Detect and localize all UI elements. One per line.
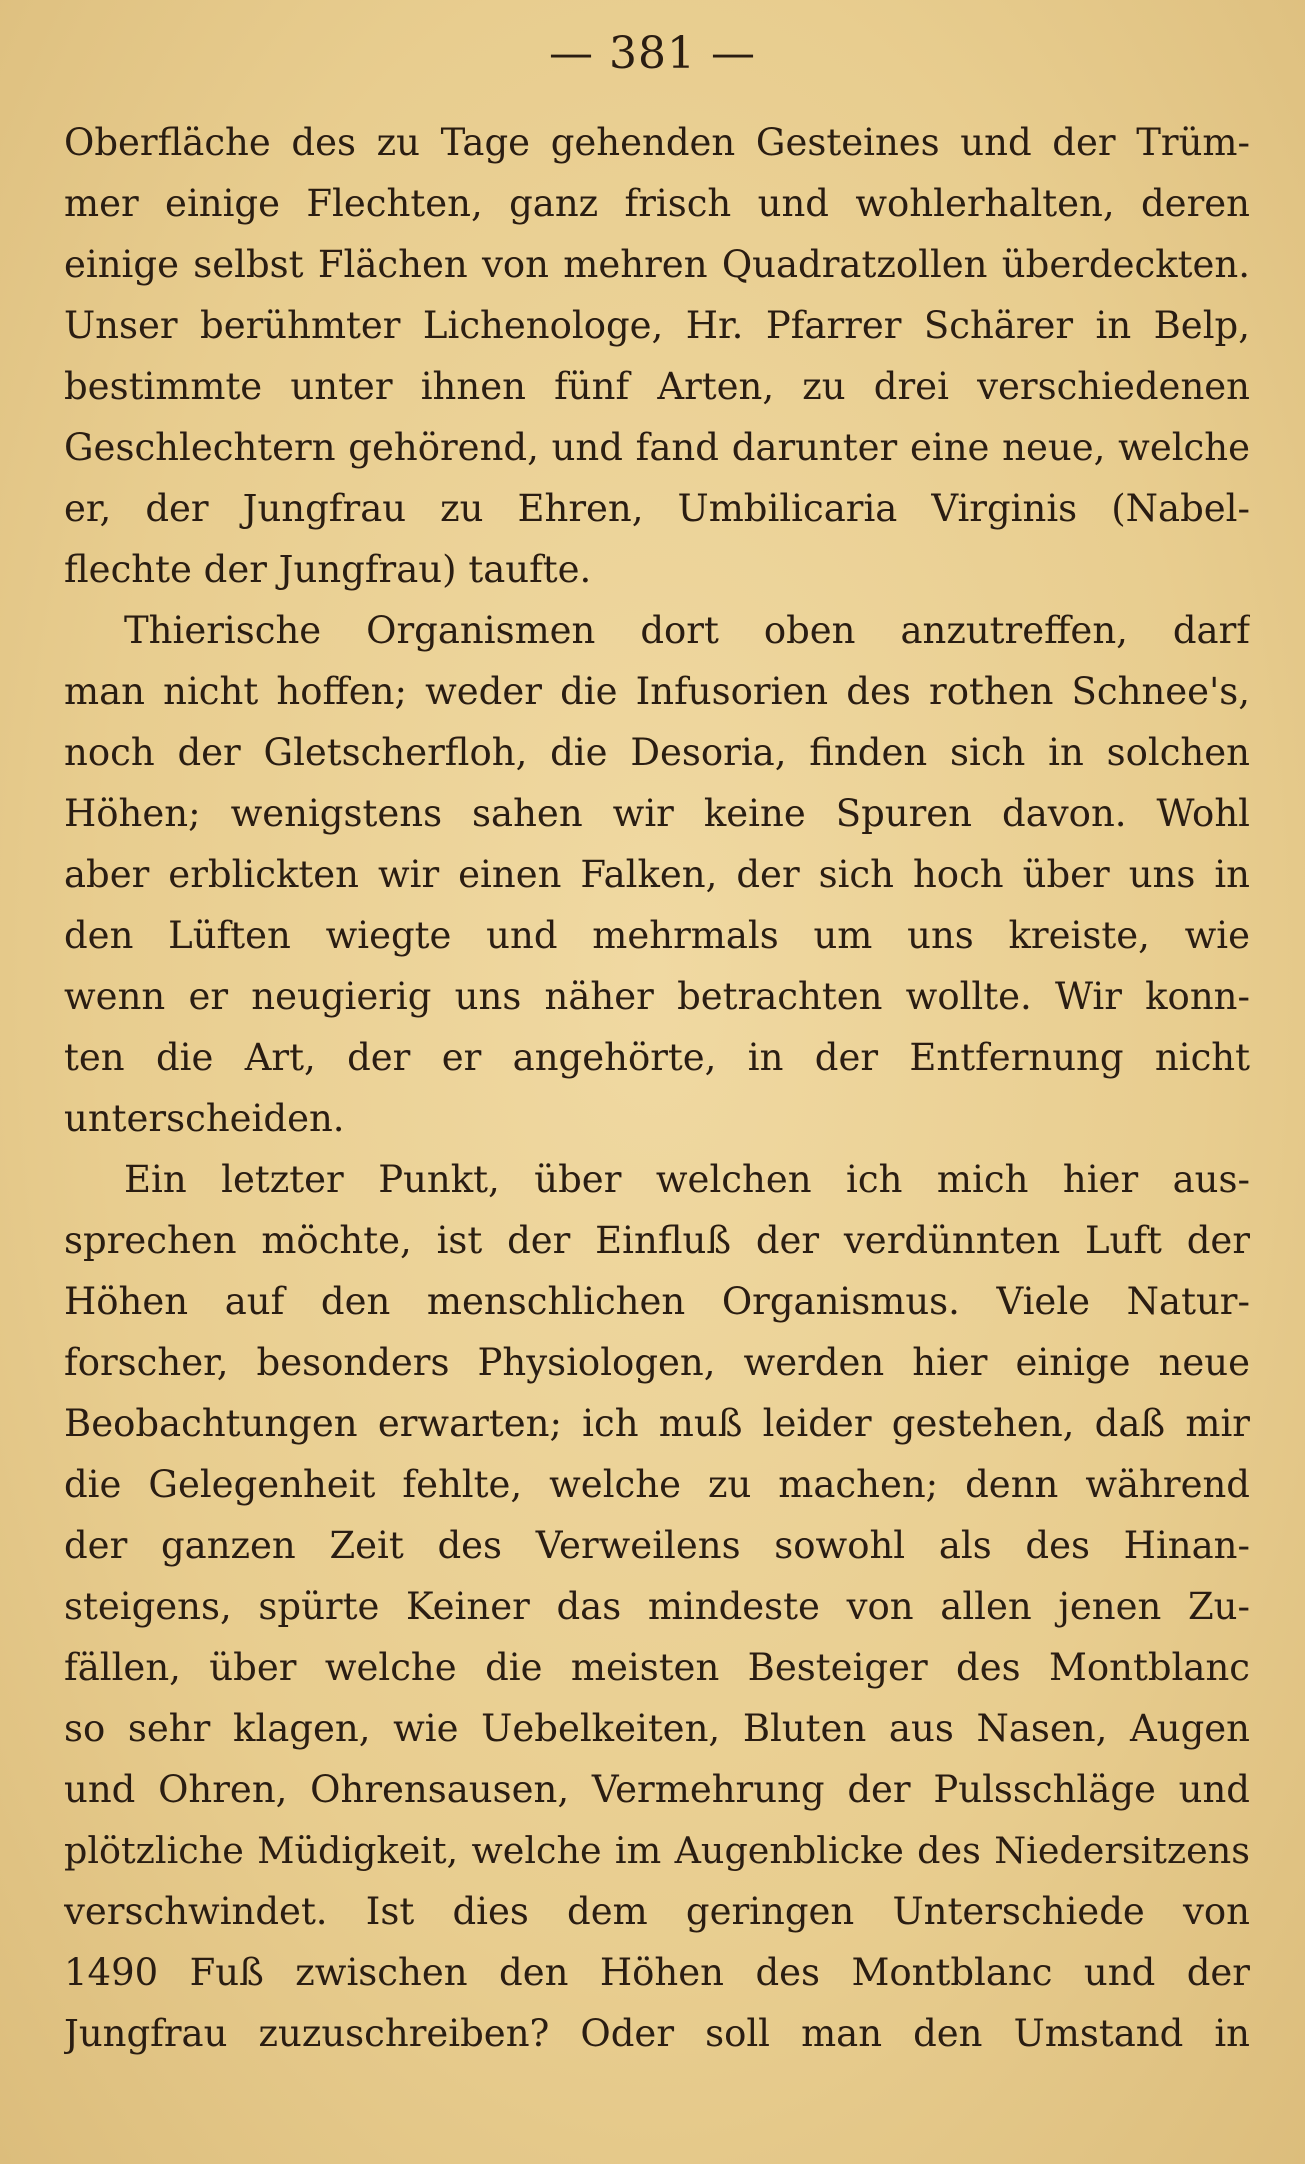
text-line: Höhen; wenigstens sahen wir keine Spuren davon. Wohl: [64, 792, 1250, 835]
text-line: aber erblickten wir einen Falken, der sich hoch über uns in: [64, 853, 1250, 896]
text-line: forscher, besonders Physiologen, werden hier einige neue: [64, 1341, 1250, 1384]
text-line: wenn er neugierig uns näher betrachten wollte. Wir konn-: [64, 975, 1250, 1018]
text-line: bestimmte unter ihnen fünf Arten, zu drei verschiedenen: [64, 365, 1250, 408]
text-line: und Ohren, Ohrensausen, Vermehrung der Pulsschläge und: [64, 1768, 1250, 1811]
text-line: Ein letzter Punkt, über welchen ich mich hier aus-: [124, 1158, 1250, 1201]
text-line: mer einige Flechten, ganz frisch und wohlerhalten, deren: [64, 182, 1250, 225]
text-line: den Lüften wiegte und mehrmals um uns kreiste, wie: [64, 914, 1250, 957]
text-line: plötzliche Müdigkeit, welche im Augenblicke des Niedersitzens: [64, 1829, 1250, 1872]
text-line: einige selbst Flächen von mehren Quadratzollen überdeckten.: [64, 243, 1250, 286]
text-line: 1490 Fuß zwischen den Höhen des Montblanc und der: [64, 1951, 1250, 1994]
text-line: ten die Art, der er angehörte, in der Entfernung nicht: [64, 1036, 1250, 1079]
text-line: Geschlechtern gehörend, und fand darunter eine neue, welche: [64, 426, 1250, 469]
text-line: sprechen möchte, ist der Einfluß der verdünnten Luft der: [64, 1219, 1250, 1262]
text-line: Jungfrau zuzuschreiben? Oder soll man den Umstand in: [64, 2012, 1250, 2055]
text-line: man nicht hoffen; weder die Infusorien des rothen Schnee's,: [64, 670, 1250, 713]
text-line: Beobachtungen erwarten; ich muß leider gestehen, daß mir: [64, 1402, 1250, 1445]
text-line: verschwindet. Ist dies dem geringen Unterschiede von: [64, 1890, 1250, 1933]
text-line: unterscheiden.: [64, 1097, 345, 1140]
text-line: der ganzen Zeit des Verweilens sowohl als des Hinan-: [64, 1524, 1250, 1567]
text-line: Thierische Organismen dort oben anzutreffen, darf: [124, 609, 1250, 652]
text-line: die Gelegenheit fehlte, welche zu machen; denn während: [64, 1463, 1250, 1506]
text-line: Unser berühmter Lichenologe, Hr. Pfarrer Schärer in Belp,: [64, 304, 1250, 347]
body-text: [64, 112, 1250, 2064]
text-line: fällen, über welche die meisten Besteiger des Montblanc: [64, 1646, 1250, 1689]
text-line: steigens, spürte Keiner das mindeste von allen jenen Zu-: [64, 1585, 1250, 1628]
page-number: — 381 —: [549, 28, 756, 79]
text-line: flechte der Jungfrau) taufte.: [64, 548, 592, 591]
text-line: Oberfläche des zu Tage gehenden Gesteines und der Trüm-: [64, 121, 1250, 164]
text-line: Höhen auf den menschlichen Organismus. Viele Natur-: [64, 1280, 1250, 1323]
text-line: so sehr klagen, wie Uebelkeiten, Bluten aus Nasen, Augen: [64, 1707, 1250, 1750]
text-line: noch der Gletscherfloh, die Desoria, finden sich in solchen: [64, 731, 1250, 774]
text-line: er, der Jungfrau zu Ehren, Umbilicaria Virginis (Nabel-: [64, 487, 1250, 530]
